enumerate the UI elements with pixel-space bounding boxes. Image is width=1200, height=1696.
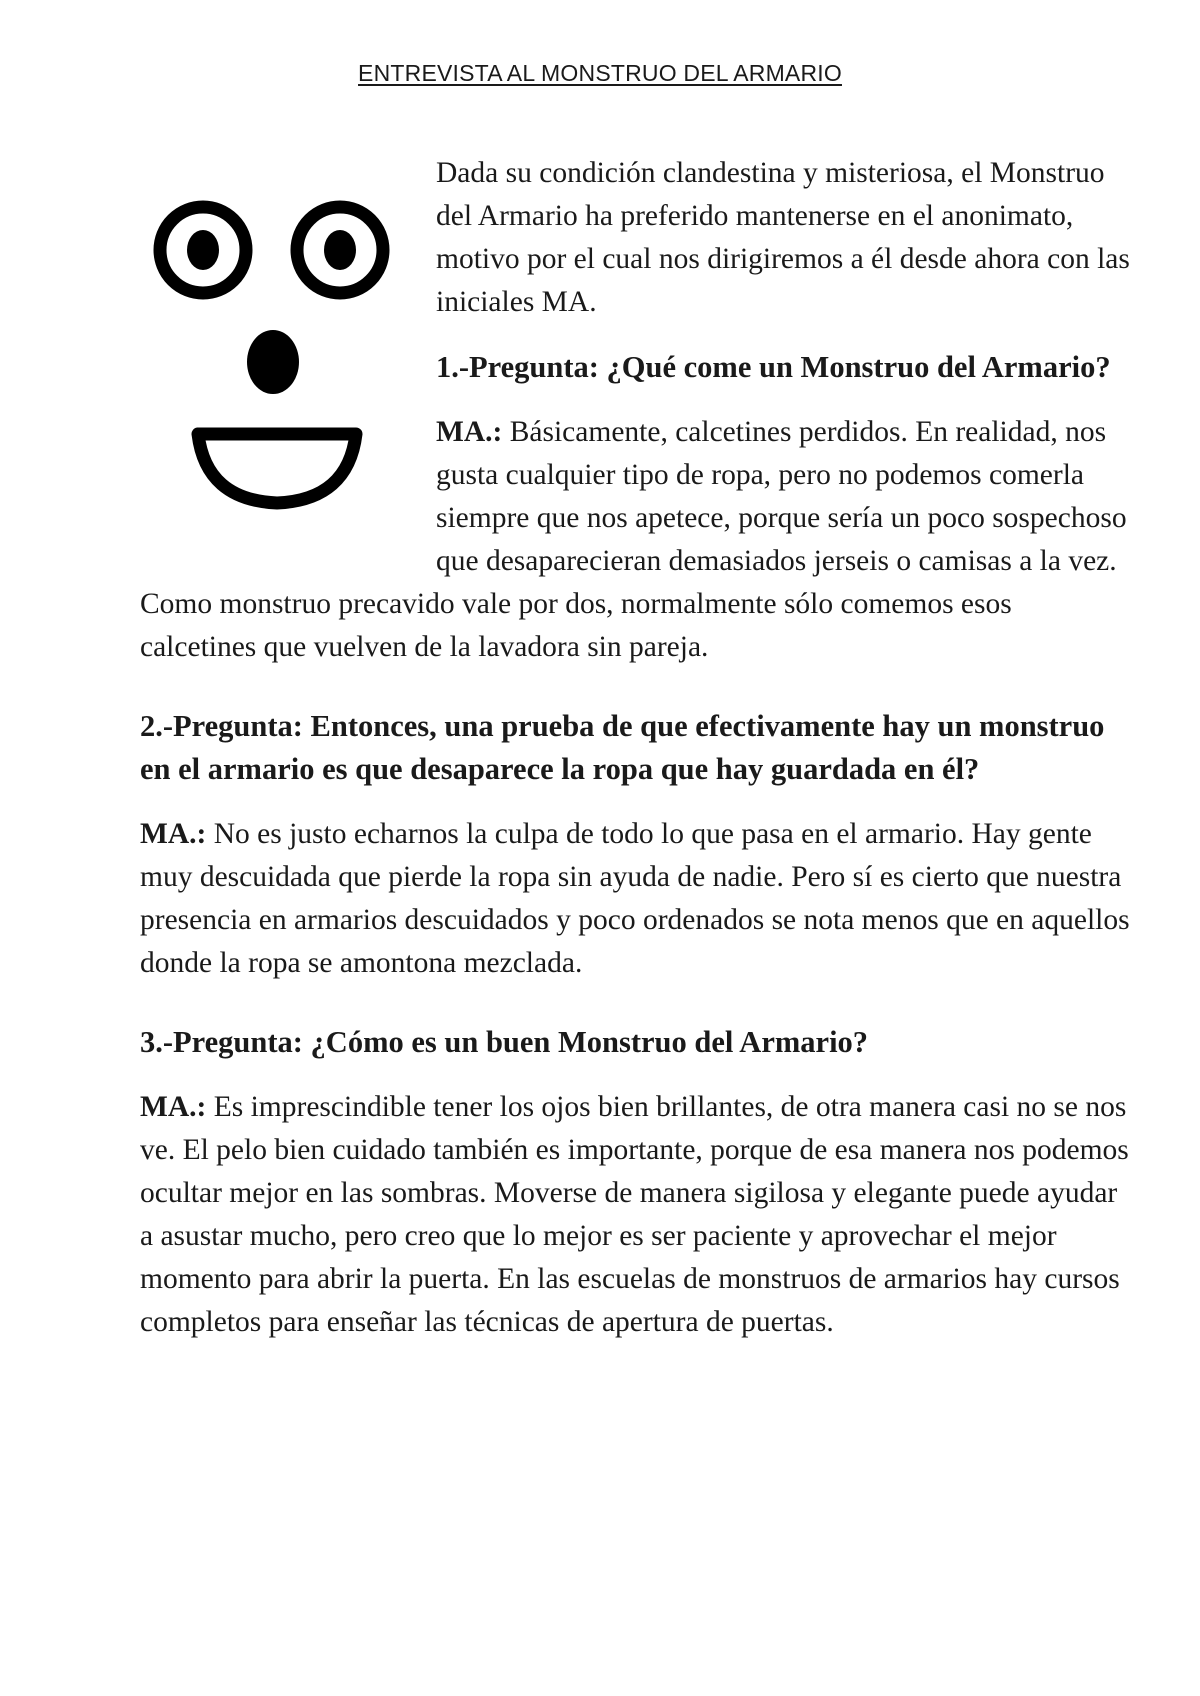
document-title: ENTREVISTA AL MONSTRUO DEL ARMARIO bbox=[358, 60, 842, 86]
intro-paragraph: Dada su condición clandestina y misteriosa, el Monstruo del Armario ha preferido mantenerse en el anonimato, motivo por el cual nos dirigiremos a él desde ahora con las iniciales MA. bbox=[436, 157, 1130, 318]
question-1: 1.-Pregunta: ¿Qué come un Monstruo del Armario? bbox=[436, 350, 1111, 384]
question-3: 3.-Pregunta: ¿Cómo es un buen Monstruo del Armario? bbox=[140, 1025, 869, 1059]
document-body bbox=[140, 152, 1130, 1380]
answer-2-text: No es justo echarnos la culpa de todo lo que pasa en el armario. Hay gente muy descuidada que pierde la ropa sin ayuda de nadie. Pero sí es cierto que nuestra presencia en armarios descuidados y poco ordenados se nota menos que en aquellos donde la ropa se amontona mezclada. bbox=[140, 818, 1130, 979]
illustration-spacer bbox=[140, 152, 436, 550]
answer-1-text: Básicamente, calcetines perdidos. En realidad, nos gusta cualquier tipo de ropa, pero no podemos comerla siempre que nos apetece, porque sería un poco sospechoso que desaparecieran demasiados jerseis o camisas a la vez. Como monstruo precavido vale por dos, normalmente sólo comemos esos calcetines que vuelven de la lavadora sin pareja. bbox=[140, 416, 1127, 663]
question-2: 2.-Pregunta: Entonces, una prueba de que efectivamente hay un monstruo en el armario es que desaparece la ropa que hay guardada en él? bbox=[140, 709, 1105, 786]
answer-3 bbox=[140, 1086, 1130, 1344]
answer-1-label: MA.: bbox=[436, 416, 503, 448]
answer-2-label: MA.: bbox=[140, 818, 207, 850]
answer-3-text: Es imprescindible tener los ojos bien brillantes, de otra manera casi no se nos ve. El pelo bien cuidado también es importante, porque de esa manera nos podemos ocultar mejor en las sombras. Moverse de manera sigilosa y elegante puede ayudar a asustar mucho, pero creo que lo mejor es ser paciente y aprovechar el mejor momento para abrir la puerta. En las escuelas de monstruos de armarios hay cursos completos para enseñar las técnicas de apertura de puertas. bbox=[140, 1091, 1129, 1338]
answer-2 bbox=[140, 813, 1130, 985]
answer-3-label: MA.: bbox=[140, 1091, 207, 1123]
